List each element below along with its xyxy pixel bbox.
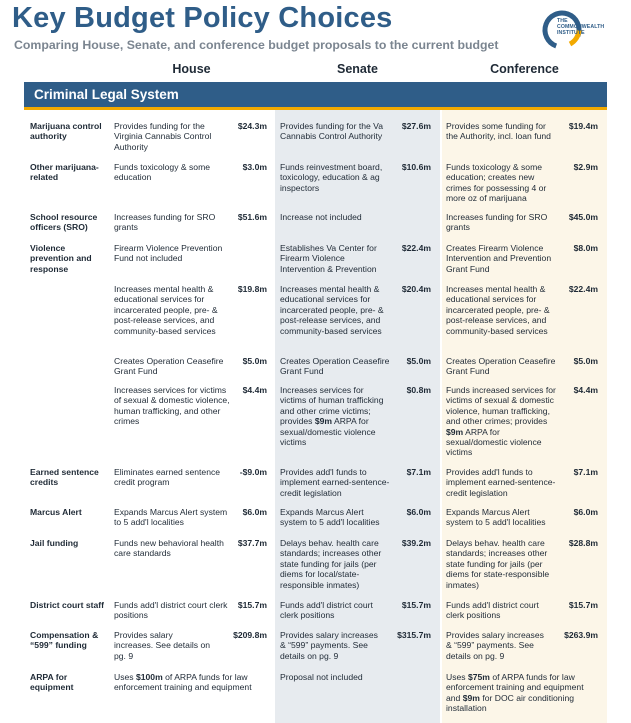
house-amount: $51.6m [237, 212, 267, 222]
senate-amount: $20.4m [401, 284, 431, 294]
logo-text: THE COMMONWEALTH INSTITUTE [557, 18, 605, 36]
house-description: Uses $100m of ARPA funds for law enforcement training and equipment [114, 672, 252, 693]
senate-description: Establishes Va Center for Firearm Violence Intervention & Prevention [280, 243, 377, 274]
house-description: Provides funding for the Virginia Cannabis Control Authority [114, 121, 212, 152]
house-description: Increases services for victims of sexual & domestic violence, human trafficking, and other crimes [114, 385, 230, 427]
senate-amount: $22.4m [401, 243, 431, 253]
senate-description: Funds add'l district court clerk positions [280, 600, 373, 621]
conference-amount: $6.0m [573, 507, 598, 517]
senate-description: Provides add'l funds to implement earned-sentence-credit legislation [280, 467, 390, 498]
conference-description: Increases funding for SRO grants [446, 212, 548, 233]
house-description: Firearm Violence Prevention Fund not included [114, 243, 223, 264]
house-description: Increases mental health & educational services for incarcerated people, pre- & post-release services, and community-based services [114, 284, 218, 336]
conference-description: Creates Firearm Violence Intervention and Prevention Grant Fund [446, 243, 552, 274]
house-amount: $3.0m [242, 162, 267, 172]
house-amount: $4.4m [242, 385, 267, 395]
house-amount: $209.8m [233, 630, 267, 640]
section-title: Criminal Legal System [34, 87, 179, 102]
house-description: Provides salary increases. See details on pg. 9 [114, 630, 211, 661]
row-category: Violence prevention and response [30, 243, 92, 274]
conference-amount: $22.4m [568, 284, 598, 294]
senate-amount: $10.6m [401, 162, 431, 172]
column-headers [0, 62, 631, 80]
house-amount: $6.0m [242, 507, 267, 517]
house-description: Eliminates earned sentence credit program [114, 467, 221, 488]
house-description: Funds new behavioral health care standards [114, 538, 224, 559]
conference-amount: $28.8m [568, 538, 598, 548]
conference-description: Expands Marcus Alert system to 5 add'l localities [446, 507, 546, 528]
conference-amount: $2.9m [573, 162, 598, 172]
senate-amount: $7.1m [406, 467, 431, 477]
row-category: School resource officers (SRO) [30, 212, 98, 233]
conference-amount: $5.0m [573, 356, 598, 366]
senate-amount: $5.0m [406, 356, 431, 366]
house-description: Creates Operation Ceasefire Grant Fund [114, 356, 224, 377]
conference-description: Uses $75m of ARPA funds for law enforcement training and equipment and $9m for DOC air conditioning installation [446, 672, 584, 714]
page-title: Key Budget Policy Choices [12, 2, 393, 34]
senate-description: Increase not included [280, 212, 362, 222]
conference-description: Funds increased services for victims of sexual & domestic violence, human trafficking, and other crimes; provides $9m ARPA for sexual/domestic violence victims [446, 385, 556, 458]
senate-description: Increases services for victims of human trafficking and other crime victims; provides $9m ARPA for sexual/domestic violence victims [280, 385, 384, 448]
house-amount: -$9.0m [239, 467, 267, 477]
conference-description: Provides some funding for the Authority, incl. loan fund [446, 121, 551, 142]
senate-description: Funds reinvestment board, toxicology, education & ag inspectors [280, 162, 383, 193]
conference-description: Funds toxicology & some education; creates new crimes for possessing 4 or more oz of marijuana [446, 162, 547, 204]
conference-description: Increases mental health & educational services for incarcerated people, pre- & post-release services, and community-based services [446, 284, 550, 336]
conference-amount: $45.0m [568, 212, 598, 222]
row-category: District court staff [30, 600, 105, 610]
senate-amount: $0.8m [406, 385, 431, 395]
column-header-house: House [172, 62, 211, 76]
senate-description: Creates Operation Ceasefire Grant Fund [280, 356, 390, 377]
row-category: Marcus Alert [30, 507, 82, 517]
conference-amount: $4.4m [573, 385, 598, 395]
section-header [24, 82, 607, 110]
senate-description: Provides funding for the Va Cannabis Control Authority [280, 121, 384, 142]
conference-amount: $7.1m [573, 467, 598, 477]
conference-description: Provides add'l funds to implement earned-sentence-credit legislation [446, 467, 556, 498]
row-category: Compensation & “599” funding [30, 630, 99, 651]
conference-amount: $263.9m [564, 630, 598, 640]
house-description: Increases funding for SRO grants [114, 212, 216, 233]
house-amount: $24.3m [237, 121, 267, 131]
senate-amount: $27.6m [401, 121, 431, 131]
house-amount: $5.0m [242, 356, 267, 366]
conference-description: Creates Operation Ceasefire Grant Fund [446, 356, 556, 377]
page-subtitle: Comparing House, Senate, and conference budget proposals to the current budget [14, 38, 499, 52]
house-description: Funds add'l district court clerk positions [114, 600, 228, 621]
column-header-senate: Senate [337, 62, 378, 76]
senate-amount: $6.0m [406, 507, 431, 517]
house-description: Funds toxicology & some education [114, 162, 211, 183]
column-header-conference: Conference [490, 62, 559, 76]
senate-description: Delays behav. health care standards; increases other state funding for jails (per diems for local/state-responsible inmates) [280, 538, 382, 590]
row-category: Jail funding [30, 538, 79, 548]
senate-description: Increases mental health & educational services for incarcerated people, pre- & post-release services, and community-based services [280, 284, 384, 336]
house-amount: $15.7m [237, 600, 267, 610]
senate-description: Expands Marcus Alert system to 5 add'l localities [280, 507, 380, 528]
conference-amount: $19.4m [568, 121, 598, 131]
house-description: Expands Marcus Alert system to 5 add'l localities [114, 507, 228, 528]
senate-amount: $39.2m [401, 538, 431, 548]
row-category: Marijuana control authority [30, 121, 102, 142]
senate-amount: $15.7m [401, 600, 431, 610]
senate-amount: $315.7m [397, 630, 431, 640]
conference-amount: $8.0m [573, 243, 598, 253]
row-category: ARPA for equipment [30, 672, 74, 693]
row-category: Earned sentence credits [30, 467, 99, 488]
senate-description: Provides salary increases & “599” payments. See details on pg. 9 [280, 630, 378, 661]
conference-description: Funds add'l district court clerk positions [446, 600, 539, 621]
conference-description: Delays behav. health care standards; increases other state funding for jails (per diems for state-responsible inmates) [446, 538, 550, 590]
row-category: Other marijuana-related [30, 162, 99, 183]
conference-amount: $15.7m [568, 600, 598, 610]
senate-description: Proposal not included [280, 672, 363, 682]
house-amount: $19.8m [237, 284, 267, 294]
conference-description: Provides salary increases & “599” payments. See details on pg. 9 [446, 630, 544, 661]
house-amount: $37.7m [237, 538, 267, 548]
